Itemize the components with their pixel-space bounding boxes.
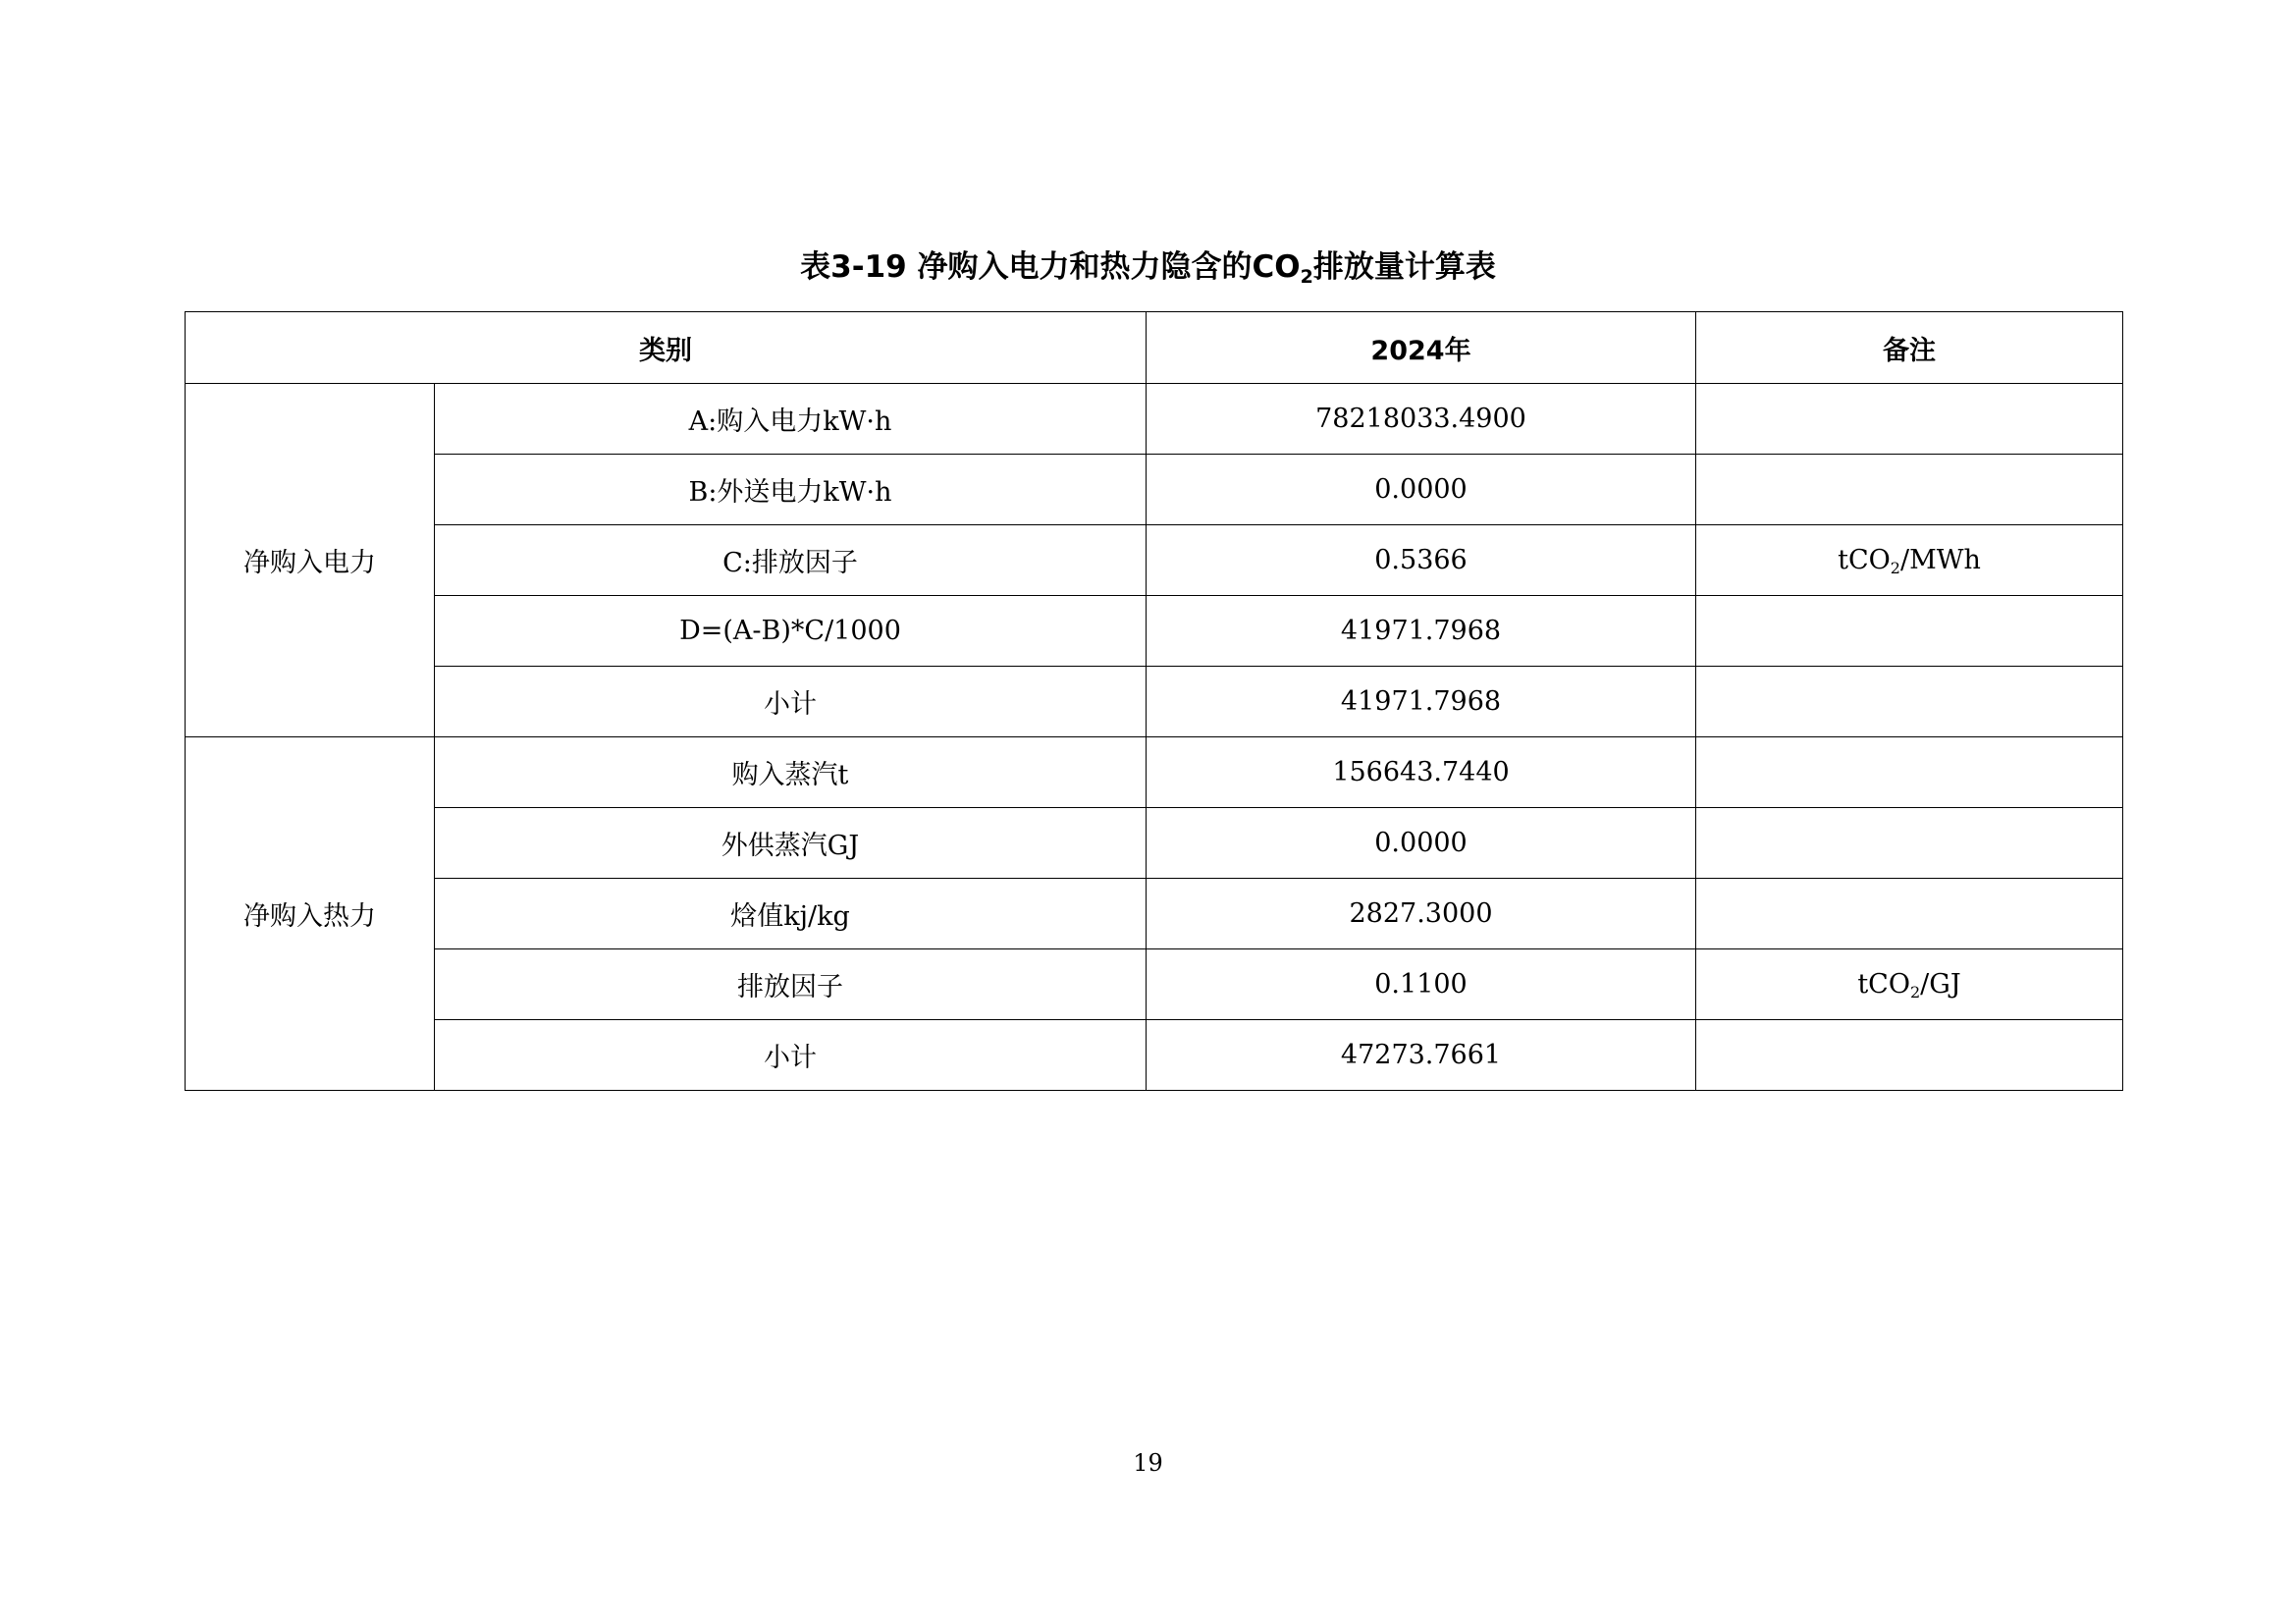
item-cell: 排放因子 (435, 949, 1147, 1020)
item-cell: B:外送电力kW·h (435, 455, 1147, 525)
note-cell (1696, 455, 2123, 525)
header-year: 2024年 (1147, 312, 1696, 384)
emission-calculation-table (185, 311, 2123, 1091)
table-title (0, 244, 2296, 291)
item-cell: 购入蒸汽t (435, 737, 1147, 808)
group-label-electricity: 净购入电力 (186, 384, 435, 737)
note-pre: tCO (1838, 545, 1891, 575)
item-cell: 外供蒸汽GJ (435, 808, 1147, 879)
note-sub: 2 (1890, 559, 1900, 577)
table-row (186, 596, 2123, 667)
table-row (186, 384, 2123, 455)
value-cell: 2827.3000 (1147, 879, 1696, 949)
item-cell: 小计 (435, 1020, 1147, 1091)
item-cell: A:购入电力kW·h (435, 384, 1147, 455)
table-row (186, 455, 2123, 525)
header-row (186, 312, 2123, 384)
table-row (186, 808, 2123, 879)
table-row (186, 667, 2123, 737)
table-title-prefix: 表3-19 净购入电力和热力隐含的CO (800, 249, 1301, 285)
item-cell: C:排放因子 (435, 525, 1147, 596)
note-cell (1696, 879, 2123, 949)
value-cell: 0.5366 (1147, 525, 1696, 596)
table-row (186, 949, 2123, 1020)
value-cell: 78218033.4900 (1147, 384, 1696, 455)
table-row (186, 1020, 2123, 1091)
item-cell: D=(A-B)*C/1000 (435, 596, 1147, 667)
value-cell: 0.0000 (1147, 808, 1696, 879)
value-cell: 41971.7968 (1147, 596, 1696, 667)
table-title-subscript: 2 (1300, 266, 1313, 288)
item-cell: 小计 (435, 667, 1147, 737)
note-cell (1696, 384, 2123, 455)
note-pre: tCO (1857, 969, 1910, 1000)
table-title-suffix: 排放量计算表 (1312, 249, 1496, 285)
value-cell: 0.1100 (1147, 949, 1696, 1020)
note-post: /GJ (1920, 969, 1961, 1000)
table-row (186, 879, 2123, 949)
note-cell (1696, 596, 2123, 667)
header-category: 类别 (186, 312, 1147, 384)
note-cell (1696, 1020, 2123, 1091)
note-sub: 2 (1909, 983, 1921, 1001)
note-cell (1696, 808, 2123, 879)
value-cell: 41971.7968 (1147, 667, 1696, 737)
note-cell (1696, 737, 2123, 808)
table-row (186, 737, 2123, 808)
value-cell: 47273.7661 (1147, 1020, 1696, 1091)
item-cell: 焓值kj/kg (435, 879, 1147, 949)
note-cell (1696, 667, 2123, 737)
note-cell (1696, 949, 2123, 1020)
group-label-heat: 净购入热力 (186, 737, 435, 1091)
header-note: 备注 (1696, 312, 2123, 384)
value-cell: 156643.7440 (1147, 737, 1696, 808)
note-post: /MWh (1899, 545, 1981, 575)
note-cell (1696, 525, 2123, 596)
value-cell: 0.0000 (1147, 455, 1696, 525)
table-row (186, 525, 2123, 596)
page-number: 19 (1133, 1449, 1163, 1477)
